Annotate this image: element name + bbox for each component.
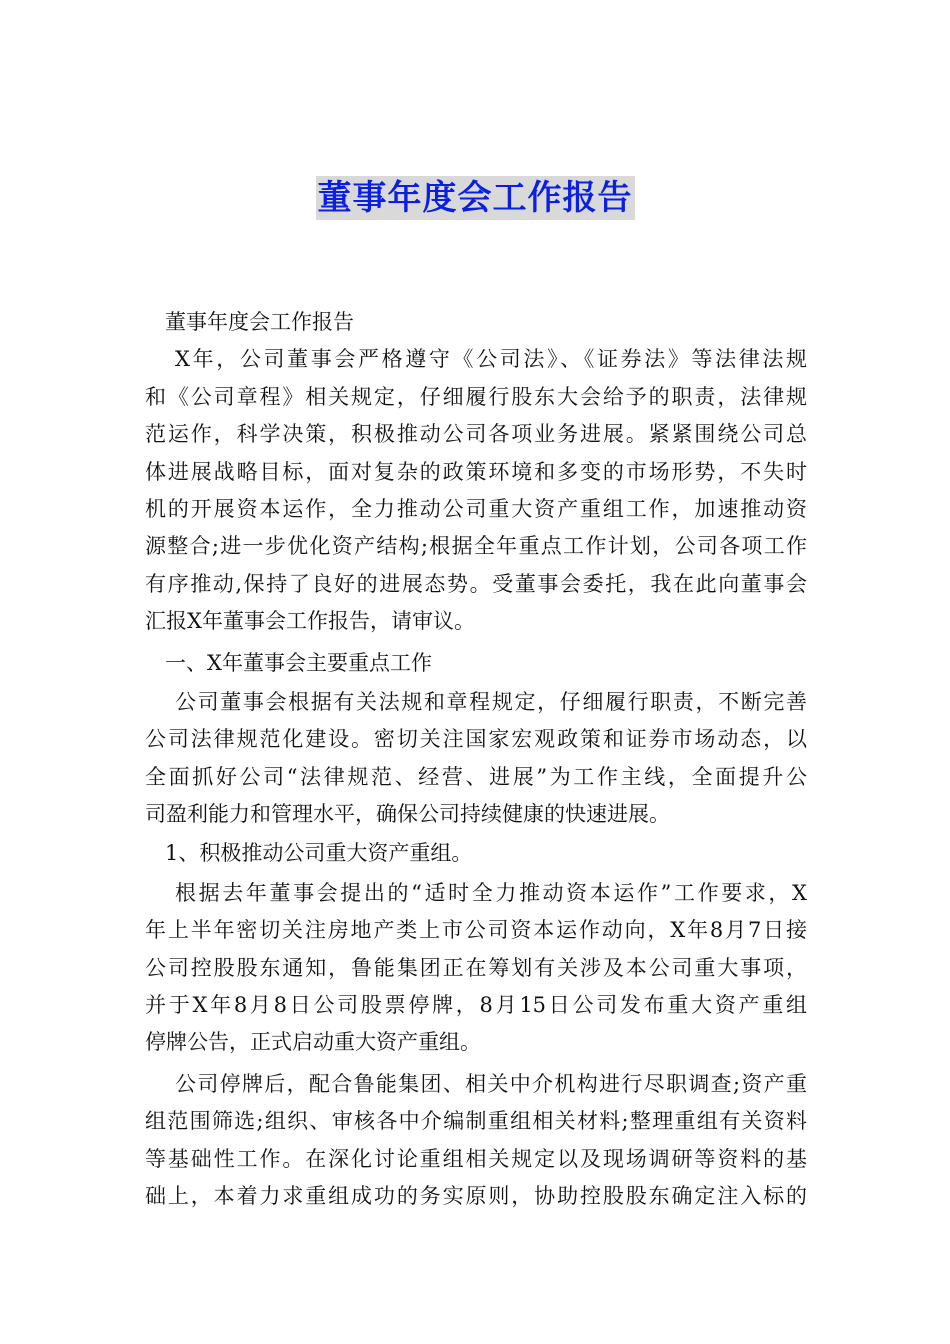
text-line: 公司董事会根据有关法规和章程规定，仔细履行职责，不断完善 (175, 689, 807, 714)
text-line: 汇报X年董事会工作报告，请审议。 (145, 609, 475, 634)
text-line: X年，公司董事会严格遵守《公司法》、《证券法》等法律法规 (175, 347, 807, 372)
text-line: 体进展战略目标，面对复杂的政策环境和多变的市场形势，不失时 (145, 459, 807, 484)
text-line: 等基础性工作。在深化讨论重组相关规定以及现场调研等资料的基 (145, 1146, 807, 1171)
text-line: 源整合;进一步优化资产结构;根据全年重点工作计划，公司各项工作 (145, 534, 807, 559)
text-line: 公司停牌后，配合鲁能集团、相关中介机构进行尽职调查;资产重 (175, 1071, 807, 1096)
text-line: 停牌公告，正式启动重大资产重组。 (145, 1030, 481, 1055)
text-line: 公司控股股东通知，鲁能集团正在筹划有关涉及本公司重大事项， (145, 955, 807, 980)
text-line: 一、X年董事会主要重点工作 (165, 650, 432, 675)
document-body (145, 304, 807, 1215)
text-line: 组范围筛选;组织、审核各中介编制重组相关材料;整理重组有关资料 (145, 1109, 807, 1134)
text-line: 1、积极推动公司重大资产重组。 (165, 841, 473, 866)
text-line: 础上，本着力求重组成功的务实原则，协助控股股东确定注入标的 (145, 1183, 807, 1208)
text-line: 司盈利能力和管理水平，确保公司持续健康的快速进展。 (145, 802, 670, 827)
document-title: 董事年度会工作报告 (317, 178, 633, 218)
text-line: 董事年度会工作报告 (165, 310, 354, 334)
text-line: 范运作，科学决策，积极推动公司各项业务进展。紧紧围绕公司总 (145, 422, 807, 447)
text-line: 并于X年8月8日公司股票停牌，8月15日公司发布重大资产重组 (145, 993, 807, 1018)
text-line: 有序推动,保持了良好的进展态势。受董事会委托，我在此向董事会 (145, 571, 807, 596)
text-line: 公司法律规范化建设。密切关注国家宏观政策和证券市场动态，以 (145, 727, 807, 752)
text-line: 全面抓好公司“法律规范、经营、进展”为工作主线，全面提升公 (145, 764, 807, 789)
text-line: 机的开展资本运作，全力推动公司重大资产重组工作，加速推动资 (145, 496, 807, 521)
title-container (0, 176, 950, 220)
text-line: 和《公司章程》相关规定，仔细履行股东大会给予的职责，法律规 (145, 384, 807, 409)
text-line: 根据去年董事会提出的“适时全力推动资本运作”工作要求，X (175, 880, 807, 905)
text-line: 年上半年密切关注房地产类上市公司资本运作动向，X年8月7日接 (145, 918, 807, 943)
